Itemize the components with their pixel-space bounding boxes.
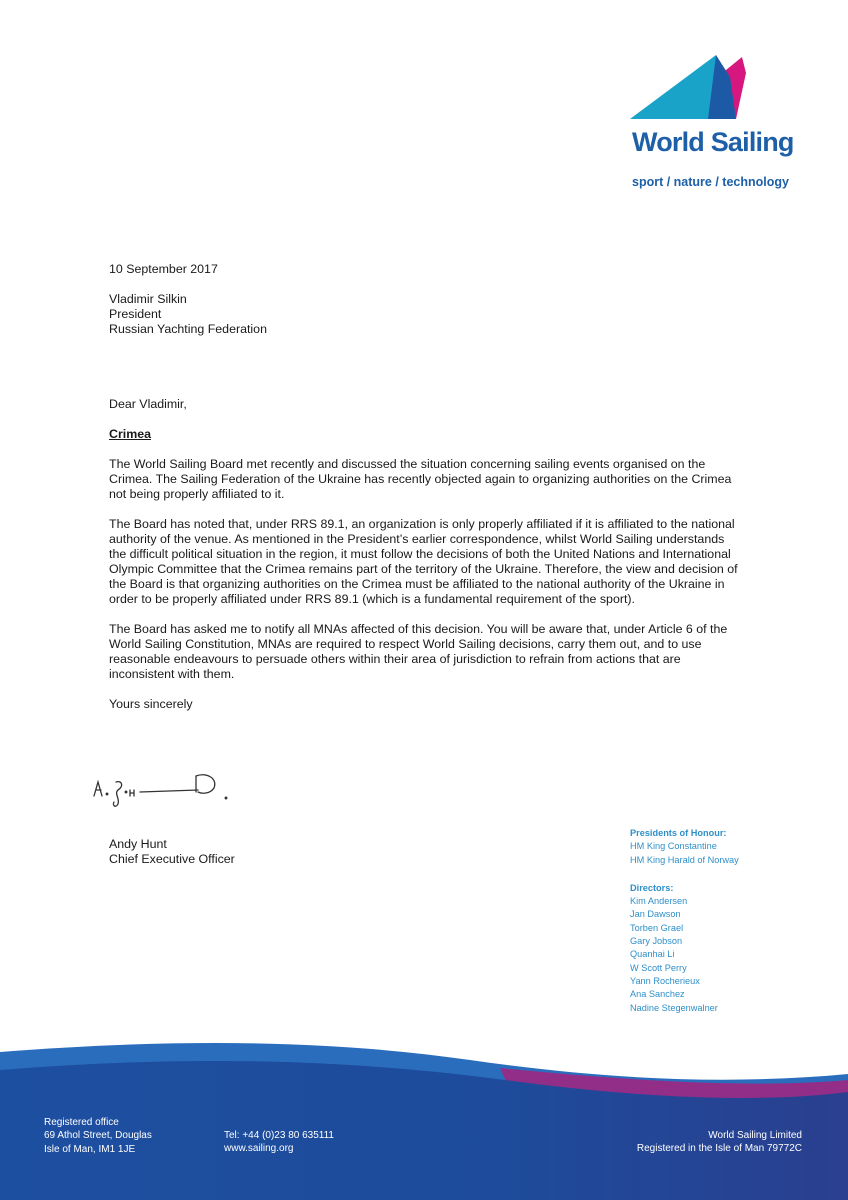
company-name: World Sailing Limited	[708, 1130, 802, 1141]
recipient-organization: Russian Yachting Federation	[109, 322, 267, 336]
president-name: HM King Harald of Norway	[630, 854, 739, 865]
signature-image	[88, 768, 248, 818]
office-label: Registered office	[44, 1117, 119, 1128]
recipient-block	[109, 292, 741, 337]
president-name: HM King Constantine	[630, 841, 717, 852]
telephone: Tel: +44 (0)23 80 635111	[224, 1130, 334, 1141]
closing: Yours sincerely	[109, 697, 193, 711]
directors-heading: Directors:	[630, 882, 674, 893]
recipient-title: President	[109, 307, 162, 321]
director-name: Kim Andersen	[630, 896, 688, 907]
sail-icon	[620, 55, 810, 127]
company-details	[637, 1129, 802, 1156]
office-address-line1: 69 Athol Street, Douglas	[44, 1130, 152, 1142]
signer-block	[109, 837, 235, 867]
letter-date: 10 September 2017	[109, 262, 218, 276]
director-name: Jan Dawson	[630, 909, 681, 920]
presidents-heading: Presidents of Honour:	[630, 828, 727, 838]
logo-wordmark: World Sailing	[632, 127, 794, 157]
letter-body	[109, 262, 741, 712]
director-name: Torben Grael	[630, 922, 684, 933]
director-name: Ana Sanchez	[630, 989, 685, 1000]
logo-tagline: sport / nature / technology	[632, 175, 789, 189]
paragraph-3: The Board has asked me to notify all MNAs affected of this decision. You will be aware that, under Article 6 of the World Sailing Constitution, MNAs are required to respect World Sailing decisions, carry them out, and to use reasonable endeavours to persuade others within their area of jurisdiction to refrain from actions that are inconsistent with them.	[109, 622, 728, 681]
salutation: Dear Vladimir,	[109, 397, 187, 411]
signer-name: Andy Hunt	[109, 837, 167, 851]
signer-title: Chief Executive Officer	[109, 852, 235, 866]
director-name: Yann Rocherieux	[630, 975, 700, 986]
paragraph-2: The Board has noted that, under RRS 89.1, an organization is only properly affiliated if it is affiliated to the national authority of the venue. As mentioned in the President’s earlier correspondence, whilst World Sailing understands the difficult political situation in the region, it must follow the decisions of both the United Nations and International Olympic Committee that the Crimea remains part of the territory of the Ukraine. Therefore, the view and decision of the Board is that organizing authorities on the Crimea must be affiliated to the national authority of the Ukraine in order to be properly affiliated under RRS 89.1 (which is a fundamental requirement of the sport).	[109, 517, 738, 606]
director-name: Quanhai Li	[630, 949, 675, 960]
honours-list	[630, 827, 830, 1015]
website-link[interactable]: www.sailing.org	[224, 1143, 294, 1155]
director-name: Gary Jobson	[630, 936, 683, 947]
company-registration: Registered in the Isle of Man 79772C	[636, 1143, 802, 1155]
office-address-line2: Isle of Man, IM1 1JE	[44, 1143, 136, 1155]
director-name: W Scott Perry	[630, 962, 687, 973]
paragraph-1: The World Sailing Board met recently and discussed the situation concerning sailing events organised on the Crimea. The Sailing Federation of the Ukraine has recently objected again to organizing authorities on the Crimea not being properly affiliated to it.	[109, 457, 732, 501]
subject-heading: Crimea	[109, 427, 152, 441]
world-sailing-logo	[620, 55, 810, 195]
registered-office	[44, 1116, 152, 1156]
recipient-name: Vladimir Silkin	[109, 292, 187, 306]
footer-wave-background	[0, 1030, 848, 1200]
director-name: Nadine Stegenwalner	[630, 1002, 718, 1013]
contact-details	[224, 1129, 334, 1156]
